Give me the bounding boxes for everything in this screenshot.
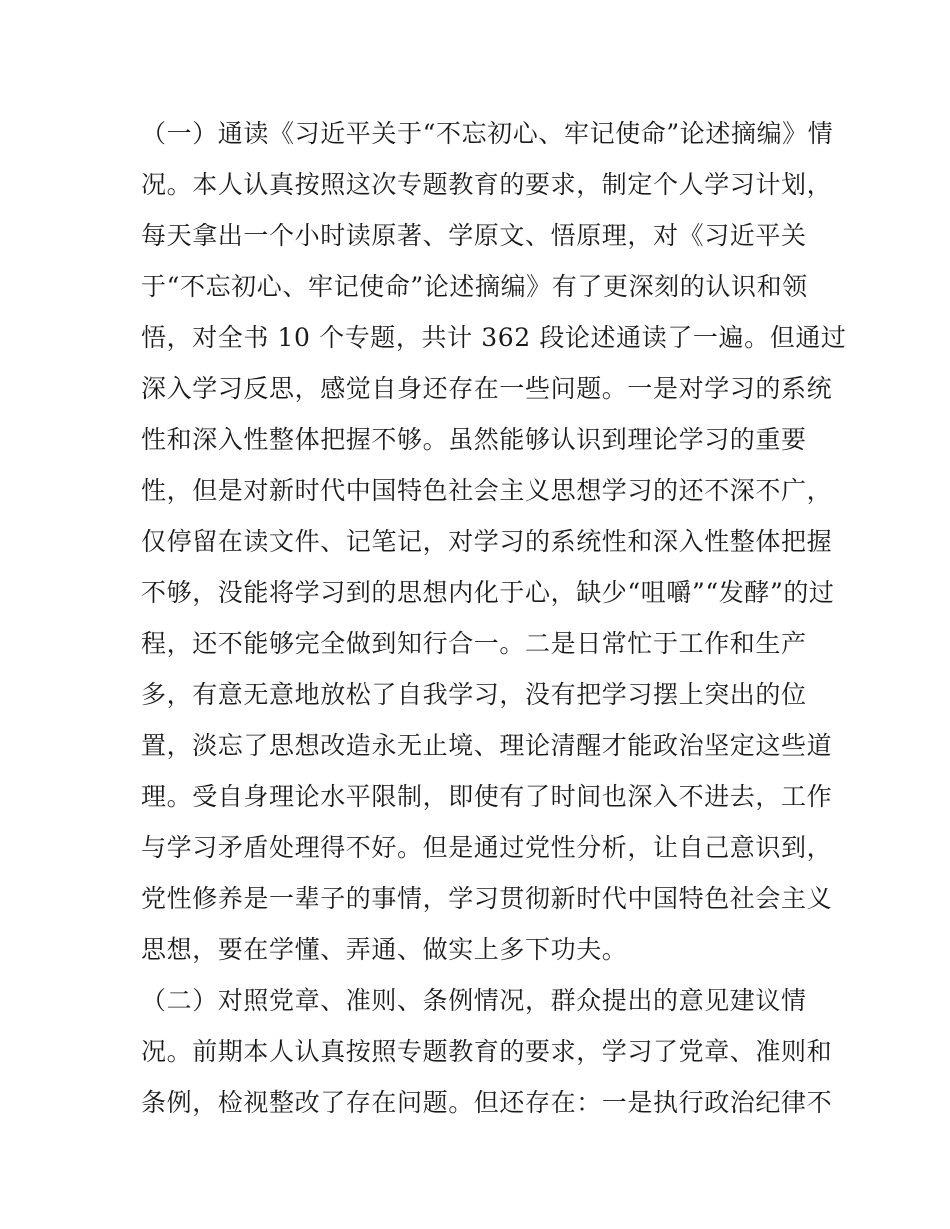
text-line: 党性修养是一辈子的事情，学习贯彻新时代中国特色社会主义 <box>141 884 833 913</box>
text-line: 悟，对全书 10 个专题，共计 362 段论述通读了一遍。但通过 <box>141 323 847 352</box>
text-line: 不够，没能将学习到的思想内化于心，缺少“咀嚼”“发酵”的过 <box>141 578 835 607</box>
text-line: 况。前期本人认真按照专题教育的要求，学习了党章、准则和 <box>141 1037 833 1066</box>
text-line: 置，淡忘了思想改造永无止境、理论清醒才能政治坚定这些道 <box>141 731 833 760</box>
text-line: 与学习矛盾处理得不好。但是通过党性分析，让自己意识到， <box>141 833 833 862</box>
text-line: 况。本人认真按照这次专题教育的要求，制定个人学习计划， <box>141 170 833 199</box>
text-line: 仅停留在读文件、记笔记，对学习的系统性和深入性整体把握 <box>141 527 833 556</box>
text-line: （二）对照党章、准则、条例情况，群众提出的意见建议情 <box>141 986 807 1015</box>
text-line: 性，但是对新时代中国特色社会主义思想学习的还不深不广， <box>141 476 833 505</box>
text-line: 性和深入性整体把握不够。虽然能够认识到理论学习的重要 <box>141 425 807 454</box>
text-line: 思想，要在学懂、弄通、做实上多下功夫。 <box>141 935 628 964</box>
text-line: 于“不忘初心、牢记使命”论述摘编》有了更深刻的认识和领 <box>141 272 808 301</box>
text-line: 每天拿出一个小时读原著、学原文、悟原理，对《习近平关 <box>141 221 807 250</box>
text-line: 多，有意无意地放松了自我学习，没有把学习摆上突出的位 <box>141 680 807 709</box>
text-line: 程，还不能够完全做到知行合一。二是日常忙于工作和生产 <box>141 629 807 658</box>
text-line: 深入学习反思，感觉自身还存在一些问题。一是对学习的系统 <box>141 374 833 403</box>
document-body <box>141 108 847 1128</box>
text-line: 理。受自身理论水平限制，即使有了时间也深入不进去，工作 <box>141 782 833 811</box>
text-line: 条例，检视整改了存在问题。但还存在：一是执行政治纪律不 <box>141 1088 833 1117</box>
text-line: （一）通读《习近平关于“不忘初心、牢记使命”论述摘编》情 <box>141 119 834 148</box>
